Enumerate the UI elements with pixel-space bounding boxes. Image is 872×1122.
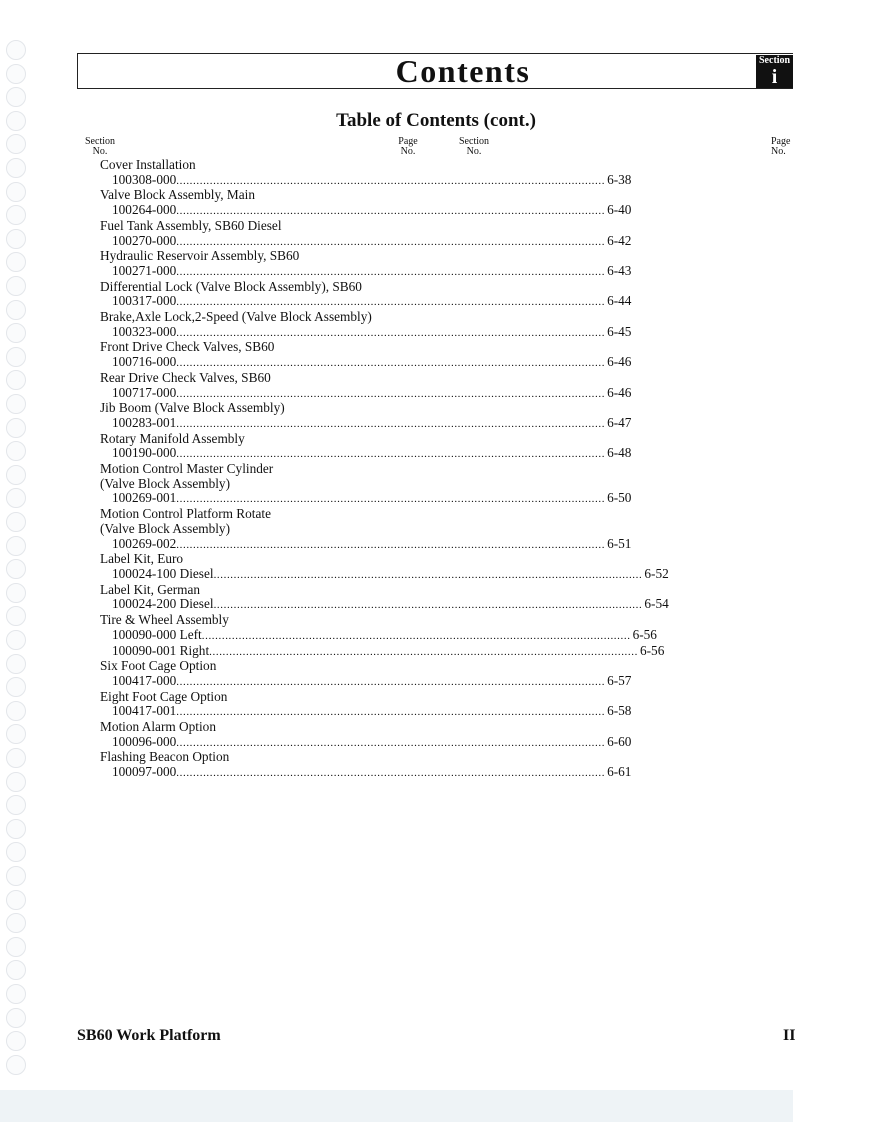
toc-entry <box>100 658 632 689</box>
toc-entry <box>100 506 632 552</box>
dot-leader <box>176 326 605 341</box>
part-number: 100323-000 <box>112 323 177 339</box>
scan-edge <box>0 1090 793 1122</box>
toc-entry-row <box>100 565 669 583</box>
section-tab-number: i <box>771 66 778 88</box>
toc-entry-title: Rotary Manifold Assembly <box>100 430 245 446</box>
part-number: 100716-000 <box>112 354 177 370</box>
page-number: 6-48 <box>607 445 632 461</box>
binding-hole <box>6 583 26 603</box>
part-number: 100269-001 <box>112 490 177 506</box>
binding-hole <box>6 182 26 202</box>
header-line: No. <box>400 146 416 157</box>
toc-entry-row <box>100 293 632 310</box>
binding-hole <box>6 252 26 272</box>
toc-entry-title: Cover Installation <box>100 157 196 172</box>
right-page-header <box>771 137 793 157</box>
binding-hole <box>6 465 26 485</box>
toc-entry <box>100 688 632 720</box>
binding-hole <box>6 205 26 225</box>
footer-page-number: II <box>783 1027 796 1044</box>
binding-hole <box>6 323 26 343</box>
toc-entry-row <box>100 384 632 402</box>
left-page-header <box>390 137 426 157</box>
dot-leader <box>176 705 605 720</box>
dot-leader <box>176 387 605 402</box>
dot-leader <box>176 235 605 250</box>
toc-entry <box>100 278 632 310</box>
page-number: 6-43 <box>607 262 632 278</box>
toc-entry <box>100 749 632 780</box>
toc-entry-row <box>100 642 665 660</box>
toc-entry-row <box>100 535 632 553</box>
toc-entry-row <box>100 414 632 432</box>
toc-entry <box>100 400 632 431</box>
binding-hole <box>6 1008 26 1028</box>
toc-entry-row <box>100 672 632 690</box>
toc-entry-title: Eight Foot Cage Option <box>100 688 228 704</box>
binding-hole <box>6 512 26 532</box>
toc-entry-row <box>100 596 669 613</box>
right-section-header <box>454 137 494 157</box>
binding-hole <box>6 1055 26 1075</box>
dot-leader <box>176 204 605 219</box>
binding-hole <box>6 536 26 556</box>
toc-subtitle: Table of Contents (cont.) <box>336 110 536 131</box>
binding-hole <box>6 772 26 792</box>
binding-hole <box>6 866 26 886</box>
toc-entry-title: Six Foot Cage Option <box>100 658 217 674</box>
binding-hole <box>6 64 26 84</box>
binding-hole <box>6 960 26 980</box>
toc-entry-title: Brake,Axle Lock,2-Speed (Valve Block Assembly) <box>100 309 372 325</box>
binding-hole <box>6 1031 26 1051</box>
part-number: 100317-000 <box>112 293 177 309</box>
toc-entry <box>100 187 632 218</box>
toc-entry <box>100 719 632 750</box>
left-section-header <box>80 137 120 157</box>
toc-entry <box>100 339 632 370</box>
binding-hole <box>6 370 26 390</box>
part-number: 100264-000 <box>112 202 177 218</box>
toc-entry <box>100 551 669 582</box>
part-number: 100417-000 <box>112 672 177 688</box>
dot-leader <box>176 538 605 553</box>
part-number: 100417-001 <box>112 703 177 719</box>
page-number: 6-40 <box>607 202 632 218</box>
toc-entry-title: Valve Block Assembly, Main <box>100 187 255 203</box>
toc-entry-row <box>100 733 632 751</box>
part-number: 100024-100 Diesel <box>112 565 214 581</box>
dot-leader <box>176 447 605 462</box>
dot-leader <box>214 568 643 583</box>
dot-leader <box>176 265 605 280</box>
page-number: 6-38 <box>607 171 632 187</box>
dot-leader <box>176 356 605 371</box>
section-tab <box>756 55 793 88</box>
toc-entry-row <box>100 626 657 644</box>
toc-entry-title: Label Kit, Euro <box>100 551 184 567</box>
page-number: 6-58 <box>607 703 632 719</box>
toc-entry <box>100 369 632 401</box>
toc-entry-title: Jib Boom (Valve Block Assembly) <box>100 400 285 416</box>
toc-entry-title: Front Drive Check Valves, SB60 <box>100 339 275 355</box>
toc-entry-title: Motion Control Master Cylinder <box>100 461 274 477</box>
header-line: Section <box>459 136 489 147</box>
toc-entry-title: Tire & Wheel Assembly <box>100 612 229 628</box>
toc-entry-title: (Valve Block Assembly) <box>100 475 230 491</box>
part-number: 100269-002 <box>112 535 177 551</box>
binding-hole <box>6 795 26 815</box>
toc-entry-title: Motion Control Platform Rotate <box>100 506 272 522</box>
header-line: Page <box>771 136 791 147</box>
binding-hole <box>6 937 26 957</box>
toc-entry-row <box>100 445 632 462</box>
page-number: 6-44 <box>607 293 632 309</box>
toc-entry <box>100 430 632 462</box>
toc-entry <box>100 217 632 249</box>
toc-entry <box>100 157 632 188</box>
dot-leader <box>176 492 605 507</box>
binding-hole <box>6 418 26 438</box>
dot-leader <box>176 675 605 690</box>
part-number: 100190-000 <box>112 445 177 461</box>
binding-hole <box>6 677 26 697</box>
page-number: 6-46 <box>607 354 632 370</box>
part-number: 100090-000 Left <box>112 626 202 642</box>
dot-leader <box>176 417 605 432</box>
page-number: 6-42 <box>607 232 632 248</box>
page-number: 6-52 <box>644 565 669 581</box>
toc-entry-title: Rear Drive Check Valves, SB60 <box>100 369 271 385</box>
binding-hole <box>6 890 26 910</box>
page-number: 6-56 <box>632 626 657 642</box>
part-number: 100717-000 <box>112 384 177 400</box>
binding-hole <box>6 819 26 839</box>
page-number: 6-56 <box>639 642 665 658</box>
toc-entry-title: Motion Alarm Option <box>100 719 216 735</box>
dot-leader <box>176 736 605 751</box>
page-number: 6-46 <box>607 384 632 400</box>
toc-entry-row <box>100 490 632 507</box>
toc-entry-title: Label Kit, German <box>100 581 201 597</box>
part-number: 100270-000 <box>112 232 177 248</box>
binding-hole <box>6 394 26 414</box>
binding-hole <box>6 606 26 626</box>
page-number: 6-47 <box>607 414 632 430</box>
binding-hole <box>6 229 26 249</box>
toc-entry-title: (Valve Block Assembly) <box>100 520 230 536</box>
binding-hole <box>6 842 26 862</box>
binding-holes <box>0 40 40 1080</box>
part-number: 100271-000 <box>112 262 177 278</box>
toc-entry-title: Differential Lock (Valve Block Assembly), SB60 <box>100 278 362 294</box>
part-number: 100024-200 Diesel <box>112 596 214 612</box>
dot-leader <box>176 295 605 310</box>
toc-entry-row <box>100 171 632 189</box>
binding-hole <box>6 984 26 1004</box>
toc-entry <box>100 581 669 613</box>
dot-leader <box>202 629 631 644</box>
binding-hole <box>6 654 26 674</box>
binding-hole <box>6 724 26 744</box>
part-number: 100097-000 <box>112 764 177 780</box>
header-line: Section <box>85 136 115 147</box>
page-number: 6-60 <box>607 733 632 749</box>
toc-entry <box>100 612 665 659</box>
binding-hole <box>6 276 26 296</box>
toc-entry-row <box>100 703 632 720</box>
page-number: 6-57 <box>607 672 632 688</box>
binding-hole <box>6 87 26 107</box>
binding-hole <box>6 441 26 461</box>
header-line: No. <box>92 146 108 157</box>
page-number: 6-50 <box>607 490 632 506</box>
dot-leader <box>176 174 605 189</box>
toc-entry-row <box>100 764 632 781</box>
part-number: 100096-000 <box>112 733 177 749</box>
page-number: 6-51 <box>607 535 632 551</box>
binding-hole <box>6 40 26 60</box>
header-line: Page <box>398 136 418 147</box>
toc-entry-title: Fuel Tank Assembly, SB60 Diesel <box>100 217 282 233</box>
dot-leader <box>209 645 638 660</box>
binding-hole <box>6 748 26 768</box>
header-line: No. <box>771 146 786 157</box>
dot-leader <box>176 766 605 781</box>
binding-hole <box>6 134 26 154</box>
footer-document-title: SB60 Work Platform <box>77 1027 221 1044</box>
part-number: 100308-000 <box>112 171 177 187</box>
binding-hole <box>6 913 26 933</box>
toc-entry-row <box>100 262 632 280</box>
toc-entry-row <box>100 354 632 371</box>
binding-hole <box>6 158 26 178</box>
toc-entry-row <box>100 232 632 250</box>
toc-entry <box>100 248 632 279</box>
page-number: 6-54 <box>644 596 669 612</box>
page-number: 6-45 <box>607 323 632 339</box>
binding-hole <box>6 701 26 721</box>
section-tab-label: Section <box>759 55 791 66</box>
header-line: No. <box>466 146 482 157</box>
dot-leader <box>214 598 643 613</box>
toc-entry-title: Flashing Beacon Option <box>100 749 230 765</box>
toc-entry-row <box>100 323 632 341</box>
toc-entry-row <box>100 202 632 219</box>
binding-hole <box>6 488 26 508</box>
page-number: 6-61 <box>607 764 632 780</box>
binding-hole <box>6 347 26 367</box>
toc-entry <box>100 461 632 507</box>
part-number: 100090-001 Right <box>112 642 210 658</box>
binding-hole <box>6 630 26 650</box>
page-title: Contents <box>395 53 531 89</box>
binding-hole <box>6 559 26 579</box>
toc-entry <box>100 309 632 340</box>
title-box <box>77 53 793 89</box>
toc-entry-title: Hydraulic Reservoir Assembly, SB60 <box>100 248 300 264</box>
part-number: 100283-001 <box>112 414 177 430</box>
toc-list <box>100 157 669 781</box>
binding-hole <box>6 300 26 320</box>
